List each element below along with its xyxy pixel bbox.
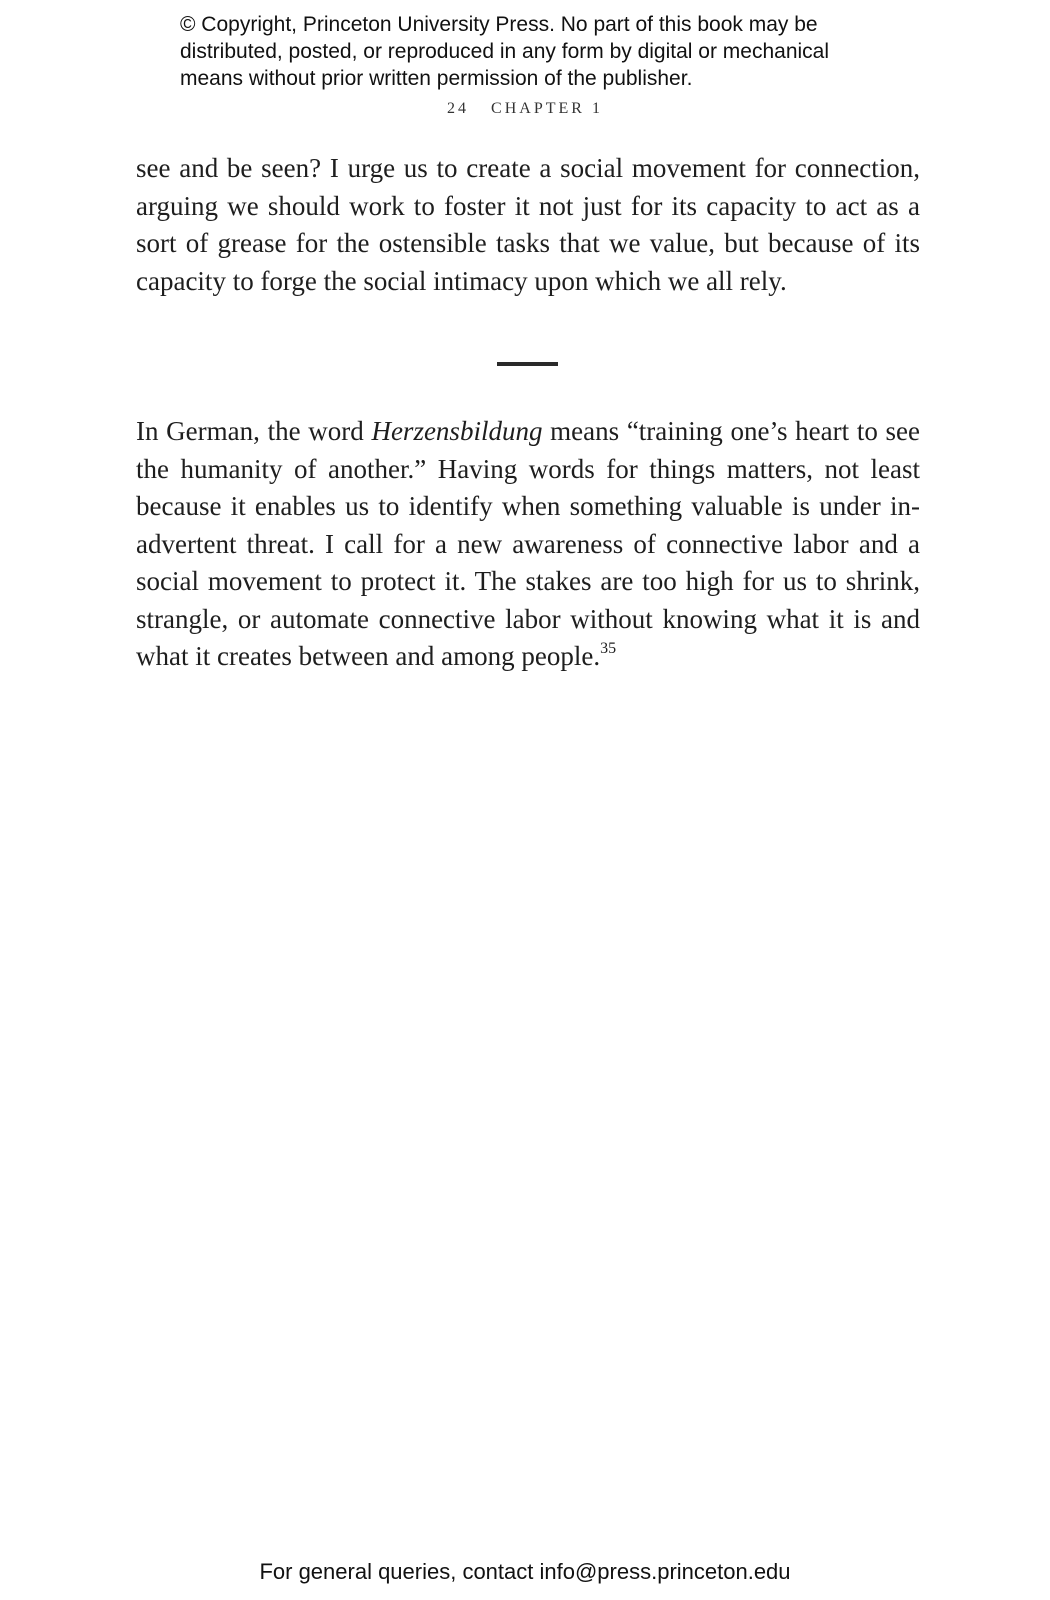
italic-term: Herzensbildung <box>371 416 543 446</box>
section-break-rule <box>497 362 558 366</box>
text-line: capacity to forge the social intimacy upon which we all rely. <box>136 265 787 296</box>
text-line: advertent threat. I call for a new awareness of connective labor and a <box>136 528 920 559</box>
running-head <box>0 100 1050 118</box>
page-number: 24 <box>447 100 470 117</box>
paragraph-2 <box>136 413 920 676</box>
copyright-line: distributed, posted, or reproduced in any form by digital or mechanical <box>180 40 830 63</box>
text-line: the humanity of another.” Having words for things matters, not least <box>136 453 920 484</box>
text-line: arguing we should work to foster it not just for its capacity to act as a <box>136 190 920 221</box>
copyright-notice <box>180 11 900 92</box>
text-segment: means “training one’s heart to see <box>542 416 920 446</box>
text-line-first <box>136 413 920 451</box>
text-line: see and be seen? I urge us to create a social movement for connection, <box>136 153 920 183</box>
copyright-line: © Copyright, Princeton University Press. No part of this book may be <box>180 13 818 36</box>
text-line: sort of grease for the ostensible tasks that we value, but because of its <box>136 228 920 258</box>
copyright-line: means without prior written permission of the publisher. <box>180 67 693 90</box>
text-line: because it enables us to identify when something valuable is under in- <box>136 491 920 521</box>
text-line-last <box>136 638 920 676</box>
text-line: social movement to protect it. The stakes are too high for us to shrink, <box>136 566 920 596</box>
footer-contact: For general queries, contact info@press.princeton.edu <box>259 1559 791 1584</box>
text-segment: In German, the word <box>136 416 372 446</box>
chapter-label: CHAPTER 1 <box>491 100 603 117</box>
paragraph-1 <box>136 150 920 300</box>
text-line: strangle, or automate connective labor without knowing what it is and <box>136 603 920 634</box>
text-segment: what it creates between and among people. <box>136 641 601 671</box>
footnote-reference[interactable]: 35 <box>600 640 617 657</box>
